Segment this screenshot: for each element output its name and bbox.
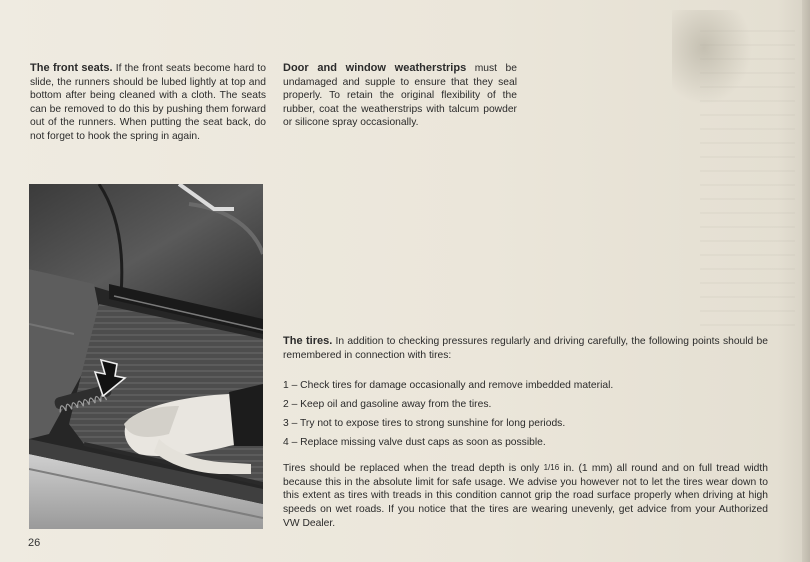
list-item: 1 – Check tires for damage occasionally and remove imbedded material. [283,380,614,392]
front-seats-paragraph [30,62,266,144]
tires-title: The tires. [283,335,333,347]
fraction-numerator: 1 [543,463,549,473]
list-item: 4 – Replace missing valve dust caps as soon as possible. [283,436,546,448]
tread-depth-paragraph [283,461,768,530]
seat-runner-photo [29,184,263,529]
weatherstrips-title: Door and window weatherstrips [283,62,467,74]
fraction-slash: / [548,463,551,473]
seat-runner-illustration [29,184,263,529]
tires-intro: In addition to checking pressures regularly and driving carefully, the following points should be remembered in connection with tires: [283,336,768,361]
page-edge [802,0,810,562]
tires-intro-paragraph [283,335,768,362]
list-item: 3 – Try not to expose tires to strong sunshine for long periods. [283,417,566,429]
paper-stain [672,10,752,105]
fraction-denominator: 16 [550,463,560,473]
tread-text-end: in. (1 mm) all round and on full tread width because this in the absolute limit for safe usage. We advise you however not to let the tires wear down to this extent as tires with treads in this condition cannot grip the road surface properly when driving at high speeds on wet roads. If you notice that the tires are wearing unevenly, get advice from your Authorized VW Dealer. [283,463,768,529]
weatherstrips-paragraph [283,62,517,130]
list-item: 2 – Keep oil and gasoline away from the tires. [283,398,492,410]
weatherstrips-section [283,62,517,130]
tire-tips-list [283,379,768,449]
page-number: 26 [28,537,41,549]
front-seats-title: The front seats. [30,62,113,74]
front-seats-text: If the front seats become hard to slide, the runners should be lubed lightly at top and bottom after being cleaned with a cloth. The seats can be removed to do this by pushing them forward out of the runners. When putting the seat back, do not forget to hook the spring in again. [30,63,267,142]
front-seats-section [30,62,266,144]
tread-text-start: Tires should be replaced when the tread depth is only [283,463,544,475]
weatherstrips-text: must be undamaged and supple to ensure that they seal properly. To retain the original flexibility of the rubber, coat the weatherstrips with talcum powder or silicone spray occasionally. [283,63,517,129]
tires-section [283,335,768,530]
